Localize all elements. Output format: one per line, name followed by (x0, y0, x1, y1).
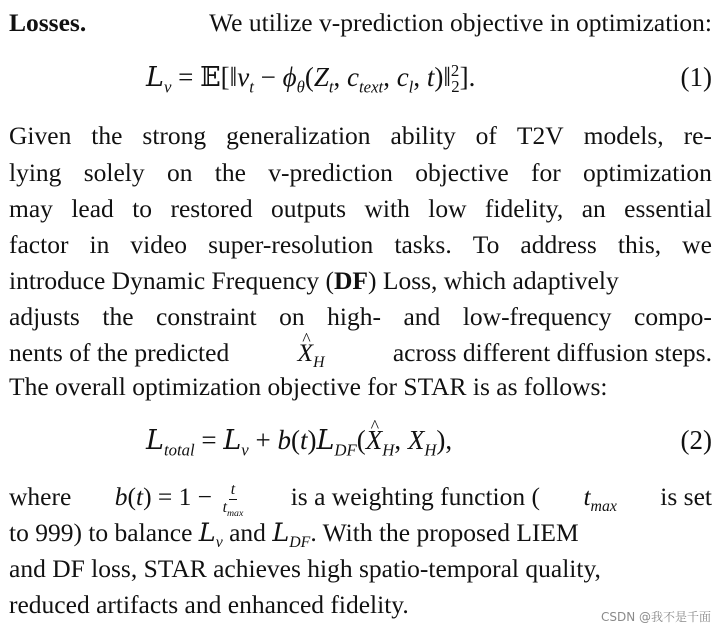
word: this, (617, 230, 662, 259)
losses-heading-line (9, 6, 712, 40)
word: v-prediction (268, 158, 393, 187)
paragraph-line-7 (9, 336, 712, 370)
word: solely (83, 158, 145, 187)
paragraph-line (9, 156, 712, 190)
word: To (472, 230, 500, 259)
word: video (130, 230, 188, 259)
p2-balance: to 999) to balance (9, 518, 193, 547)
word: may (9, 194, 53, 223)
word: with (364, 194, 410, 223)
word: lying (9, 158, 62, 187)
equation-1-number: (1) (680, 62, 712, 92)
word: low (428, 194, 467, 223)
word: tasks. (394, 230, 452, 259)
word: essential (624, 194, 712, 223)
equation-2-body: $L_{total} = L_v$ + $b(t)L_{DF}(\^{}$ $X_H$, $X_H$), (146, 420, 452, 461)
word: ability (390, 121, 456, 150)
p2-where: where (9, 482, 72, 511)
paragraph-line (9, 192, 712, 226)
equation-1-body: $L_v$ = $𝔼[‖v_t - \phi_\theta(Z_t$, $c_{text}$, $c_l$, t)‖$^2_2$]. (146, 61, 476, 97)
word: lead (71, 194, 114, 223)
word: and (403, 302, 441, 331)
word: in (89, 230, 110, 259)
math-lv: $L_v$ (198, 518, 223, 552)
equation-2-number: (2) (680, 425, 712, 455)
paragraph-line (9, 228, 712, 262)
word: the (91, 121, 123, 150)
section-heading: Losses. (9, 8, 87, 37)
word: Given (9, 121, 72, 150)
watermark: CSDN @我不是千面 (600, 610, 711, 624)
word: generalization (226, 121, 371, 150)
word: low-frequency (462, 302, 612, 331)
word: fidelity, (484, 194, 564, 223)
p2-is-set: is set (660, 482, 712, 511)
word: strong (142, 121, 207, 150)
word: the (102, 302, 134, 331)
word: factor (9, 230, 69, 259)
word: optimization (583, 158, 712, 187)
word: an (581, 194, 606, 223)
paragraph-line (9, 119, 712, 153)
word: compo- (634, 302, 712, 331)
df-text-after: ) Loss, which adaptively (368, 266, 619, 295)
paragraph2-line-3: and DF loss, STAR achieves high spatio-temporal quality, (9, 554, 601, 583)
df-acronym: DF (334, 266, 369, 295)
math-b-def: b(t) = 1 − $\frac{t}{t_{max}}$ (114, 481, 244, 519)
word: T2V (516, 121, 564, 150)
p2-weighting: is a weighting function ( (290, 482, 541, 511)
line7-before: nents of the predicted (9, 338, 230, 367)
word: we (682, 230, 712, 259)
equation-1 (0, 57, 721, 97)
p2-and: and (229, 518, 266, 547)
paragraph2-line-1 (9, 480, 712, 519)
p2-proposed: . With the proposed LIEM (310, 518, 579, 547)
paragraph2-line-2 (9, 516, 712, 550)
math-tmax: $t_{max}$ (583, 482, 617, 516)
word: re- (683, 121, 712, 150)
word: models, (583, 121, 664, 150)
word: on (279, 302, 305, 331)
word: address (520, 230, 597, 259)
paragraph-line-df (9, 264, 712, 298)
word: restored (170, 194, 253, 223)
word: outputs (271, 194, 347, 223)
word: high- (327, 302, 381, 331)
word: for (530, 158, 561, 187)
word: objective (415, 158, 509, 187)
equation-2 (0, 420, 721, 460)
paragraph2-line-4: reduced artifacts and enhanced fidelity. (9, 590, 409, 619)
paragraph-line-6 (9, 300, 712, 334)
word: constraint (156, 302, 257, 331)
df-text-before: introduce Dynamic Frequency ( (9, 266, 335, 295)
word: the (214, 158, 246, 187)
word: to (132, 194, 153, 223)
word: adjusts (9, 302, 80, 331)
word: on (166, 158, 193, 187)
word: super-resolution (208, 230, 374, 259)
math-ldf: $L_{DF}$ (272, 518, 311, 552)
paragraph-line-8: The overall optimization objective for STAR is as follows: (9, 372, 608, 401)
line7-after: across different diffusion steps. (392, 338, 712, 367)
math-xhat-h: ^ $X_H$ (298, 336, 325, 370)
word: of (475, 121, 497, 150)
section-intro: We utilize v-prediction objective in optimization: (209, 8, 712, 37)
